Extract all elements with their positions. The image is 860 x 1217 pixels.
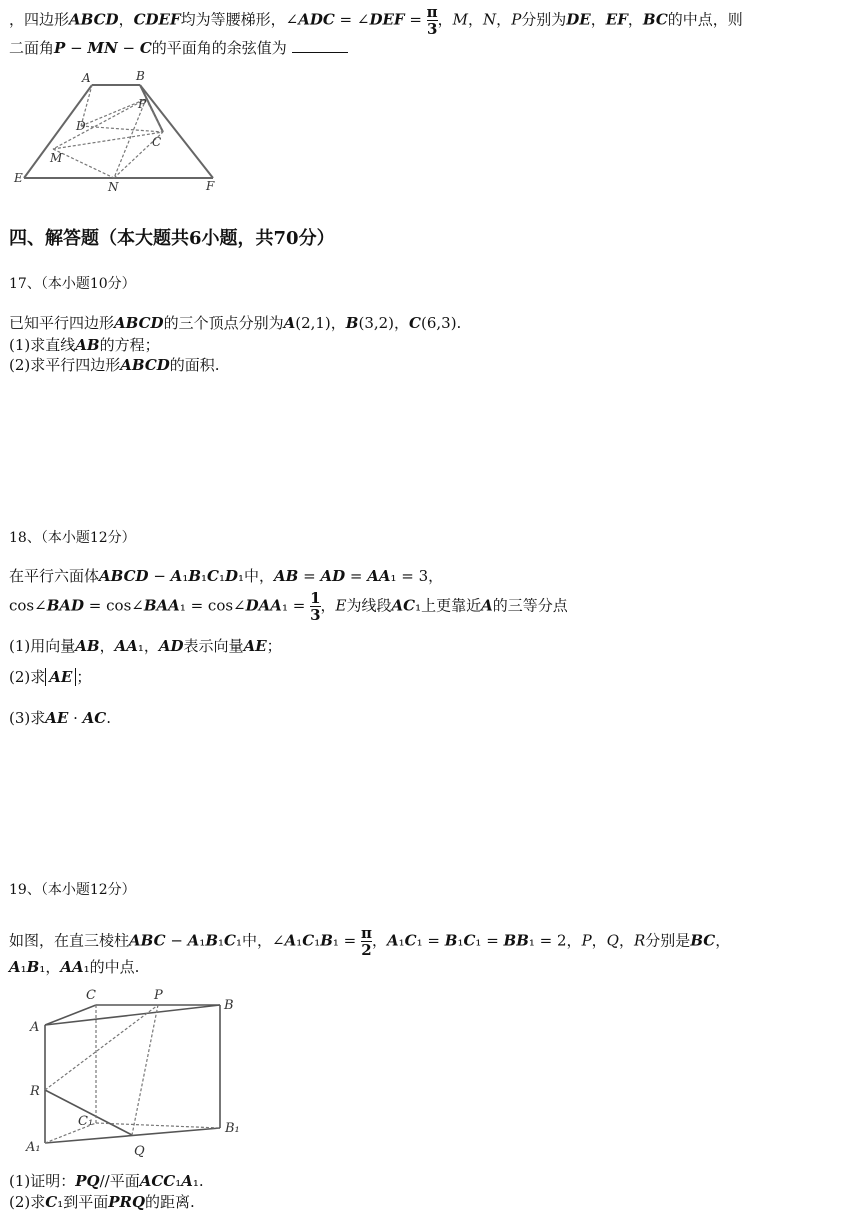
q18-part2: (2)求 AE ； [9, 668, 92, 686]
fig19-label-A1: A₁ [26, 1140, 41, 1155]
q18-part1: (1)用向量AB，AA₁，AD表示向量AE； [9, 637, 282, 655]
fig19-label-R: R [30, 1084, 40, 1099]
fig19-label-A: A [30, 1020, 40, 1035]
problem16-line1: ，四边形ABCD，CDEF均为等腰梯形，∠ADC = ∠DEF = $\frac{\pi}{3}$ ，M，N，P分别为DE，EF，BC的中点，则 [9, 3, 743, 38]
fig19-label-B: B [224, 998, 234, 1013]
fig16-label-D: D [76, 119, 86, 133]
q17-header: 17、（本小题10分） [9, 276, 136, 292]
q19-stem2: A₁B₁，AA₁的中点. [9, 958, 140, 976]
fig19-label-B1: B₁ [225, 1121, 240, 1136]
fig19-label-C: C [86, 988, 96, 1003]
q18-stem2: cos∠BAD = cos∠BAA₁ = cos∠DAA₁ = $\frac{1}{3}$ ，E为线段AC₁上更靠近A的三等分点 [9, 589, 568, 624]
problem16-text-1: ，四边形 [9, 10, 70, 29]
fig19-label-Q: Q [134, 1144, 145, 1159]
fig16-label-B: B [136, 69, 145, 83]
q17-part2: (2)求平行四边形ABCD的面积. [9, 356, 220, 374]
answer-blank [292, 38, 348, 53]
q19-part1: (1)证明：PQ//平面ACC₁A₁. [9, 1172, 204, 1190]
q18-header: 18、（本小题12分） [9, 530, 136, 546]
q19-stem1: 如图，在直三棱柱ABC − A₁B₁C₁中，∠A₁C₁B₁ = $\frac{\pi}{2}$ ，A₁C₁ = B₁C₁ = BB₁ = 2，P，Q，R分别是BC， [9, 924, 731, 959]
q17-part1: (1)求直线AB的方程； [9, 336, 160, 354]
fig19-label-C1: C₁ [78, 1114, 94, 1129]
q18-stem1: 在平行六面体ABCD − A₁B₁C₁D₁中，AB = AD = AA₁ = 3， [9, 567, 444, 585]
problem16-line2: 二面角P − MN − C的平面角的余弦值为 [9, 38, 348, 58]
q19-header: 19、（本小题12分） [9, 882, 136, 898]
fig16-label-A: A [82, 71, 91, 85]
fig16-label-F: F [206, 179, 215, 193]
fig16-label-M: M [50, 151, 63, 165]
fig16-label-P: P [138, 97, 147, 111]
section-heading: 四、解答题（本大题共6小题，共70分） [9, 228, 335, 249]
q18-part3: (3)求AE · AC. [9, 709, 111, 727]
q17-stem: 已知平行四边形ABCD的三个顶点分别为A(2,1)，B(3,2)，C(6,3). [9, 314, 462, 332]
trapezoid-figure [8, 64, 228, 194]
fig16-label-C: C [152, 135, 162, 149]
fig16-label-N: N [108, 180, 119, 194]
fig19-label-P: P [154, 988, 163, 1003]
prism-figure [20, 985, 250, 1160]
fig16-label-E: E [14, 171, 23, 185]
q19-part2: (2)求C₁到平面PRQ的距离. [9, 1193, 195, 1211]
